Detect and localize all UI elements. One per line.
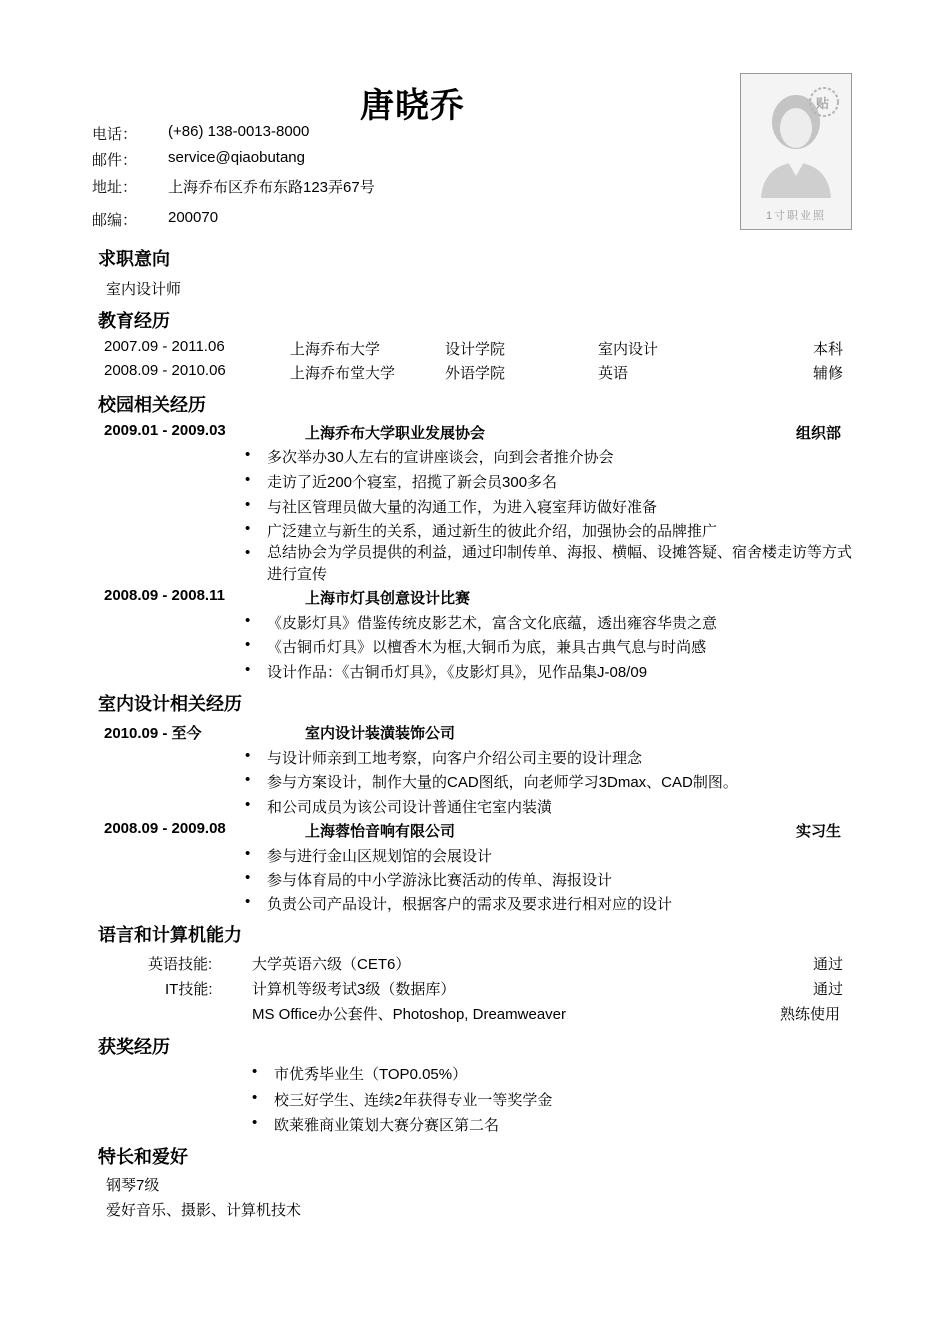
person-silhouette-icon	[741, 80, 851, 210]
phone-value: (+86) 138-0013-8000	[168, 123, 310, 140]
section-title-interior: 室内设计相关经历	[98, 694, 242, 714]
skill-item: MS Office办公套件、Photoshop, Dreamweaver	[252, 1006, 566, 1023]
hobby-line: 爱好音乐、摄影、计算机技术	[106, 1202, 302, 1219]
photo-placeholder	[740, 73, 852, 230]
work-org: 上海蓉怡音响有限公司	[305, 823, 456, 840]
section-title-skills: 语言和计算机能力	[98, 925, 242, 945]
email-value: service@qiaobutang	[168, 149, 305, 166]
skill-item: 大学英语六级（CET6）	[252, 956, 411, 973]
list-item: • 走访了近200个寝室，招揽了新会员300多名	[267, 471, 557, 492]
zip-value: 200070	[168, 209, 219, 226]
skill-level: 通过	[813, 956, 844, 973]
award-item: • 校三好学生、连续2年获得专业一等奖学金	[274, 1089, 552, 1110]
skill-item: 计算机等级考试3级（数据库）	[252, 981, 456, 998]
list-item: • 参与体育局的中小学游泳比赛活动的传单、海报设计	[267, 869, 612, 890]
list-item: • 与设计师亲到工地考察，向客户介绍公司主要的设计理念	[267, 747, 642, 768]
campus-org: 上海市灯具创意设计比赛	[305, 590, 471, 607]
photo-stamp: 贴	[816, 96, 830, 111]
work-role: 实习生	[796, 823, 842, 840]
section-title-hobbies: 特长和爱好	[98, 1147, 188, 1167]
photo-caption: 1寸职业照	[765, 210, 827, 222]
list-item: • 参与方案设计，制作大量的CAD图纸，向老师学习3Dmax、CAD制图。	[267, 771, 738, 792]
section-title-education: 教育经历	[98, 311, 170, 331]
campus-org: 上海乔布大学职业发展协会	[305, 425, 486, 442]
list-item: • 和公司成员为该公司设计普通住宅室内装潢	[267, 796, 552, 817]
phone-label: 电话：	[92, 126, 138, 143]
edu-school: 上海乔布大学	[290, 341, 381, 358]
email-label: 邮件：	[92, 152, 138, 169]
resume-name: 唐晓乔	[360, 87, 465, 125]
edu-college: 设计学院	[445, 341, 506, 358]
skill-label: IT技能:	[165, 981, 213, 998]
objective-text: 室内设计师	[106, 281, 182, 298]
work-period: 2008.09 - 2009.08	[104, 820, 226, 837]
campus-period: 2009.01 - 2009.03	[104, 422, 226, 439]
edu-period: 2007.09 - 2011.06	[104, 338, 225, 355]
list-item: • 《皮影灯具》借鉴传统皮影艺术，富含文化底蕴，透出雍容华贵之意	[267, 612, 717, 633]
list-item: • 参与进行金山区规划馆的会展设计	[267, 845, 492, 866]
address-value: 上海乔布区乔布东路123弄67号	[168, 179, 375, 196]
work-period: 2010.09 - 至今	[104, 725, 202, 742]
list-item: • 广泛建立与新生的关系，通过新生的彼此介绍，加强协会的品牌推广	[267, 520, 717, 541]
campus-role: 组织部	[796, 425, 842, 442]
edu-major: 室内设计	[598, 341, 659, 358]
edu-degree: 本科	[813, 341, 844, 358]
section-title-campus: 校园相关经历	[98, 395, 206, 415]
skill-level: 通过	[813, 981, 844, 998]
award-item: • 市优秀毕业生（TOP0.05%）	[274, 1063, 467, 1084]
zip-label: 邮编：	[92, 212, 138, 229]
skill-label: 英语技能:	[148, 956, 213, 973]
campus-period: 2008.09 - 2008.11	[104, 587, 225, 604]
list-item: • 多次举办30人左右的宣讲座谈会，向到会者推介协会	[267, 446, 614, 467]
hobby-line: 钢琴7级	[106, 1177, 160, 1194]
address-label: 地址：	[92, 179, 138, 196]
edu-period: 2008.09 - 2010.06	[104, 362, 226, 379]
work-org: 室内设计装潢装饰公司	[305, 725, 456, 742]
edu-degree: 辅修	[813, 365, 844, 382]
section-title-objective: 求职意向	[98, 249, 170, 269]
list-item: • 与社区管理员做大量的沟通工作，为进入寝室拜访做好准备	[267, 496, 657, 517]
edu-major: 英语	[598, 365, 629, 382]
skill-level: 熟练使用	[780, 1006, 841, 1023]
list-item: • 设计作品：《古铜币灯具》，《皮影灯具》，见作品集J-08/09	[267, 661, 647, 682]
edu-school: 上海乔布堂大学	[290, 365, 396, 382]
list-item: • 总结协会为学员提供的利益，通过印制传单、海报、横幅、设摊答疑、宿舍楼走访等方式进行宣传	[267, 542, 857, 586]
award-item: • 欧莱雅商业策划大赛分赛区第二名	[274, 1114, 499, 1135]
list-item: • 《古铜币灯具》以檀香木为框,大铜币为底，兼具古典气息与时尚感	[267, 636, 706, 657]
section-title-awards: 获奖经历	[98, 1037, 170, 1057]
list-item: • 负责公司产品设计，根据客户的需求及要求进行相对应的设计	[267, 893, 672, 914]
edu-college: 外语学院	[445, 365, 506, 382]
